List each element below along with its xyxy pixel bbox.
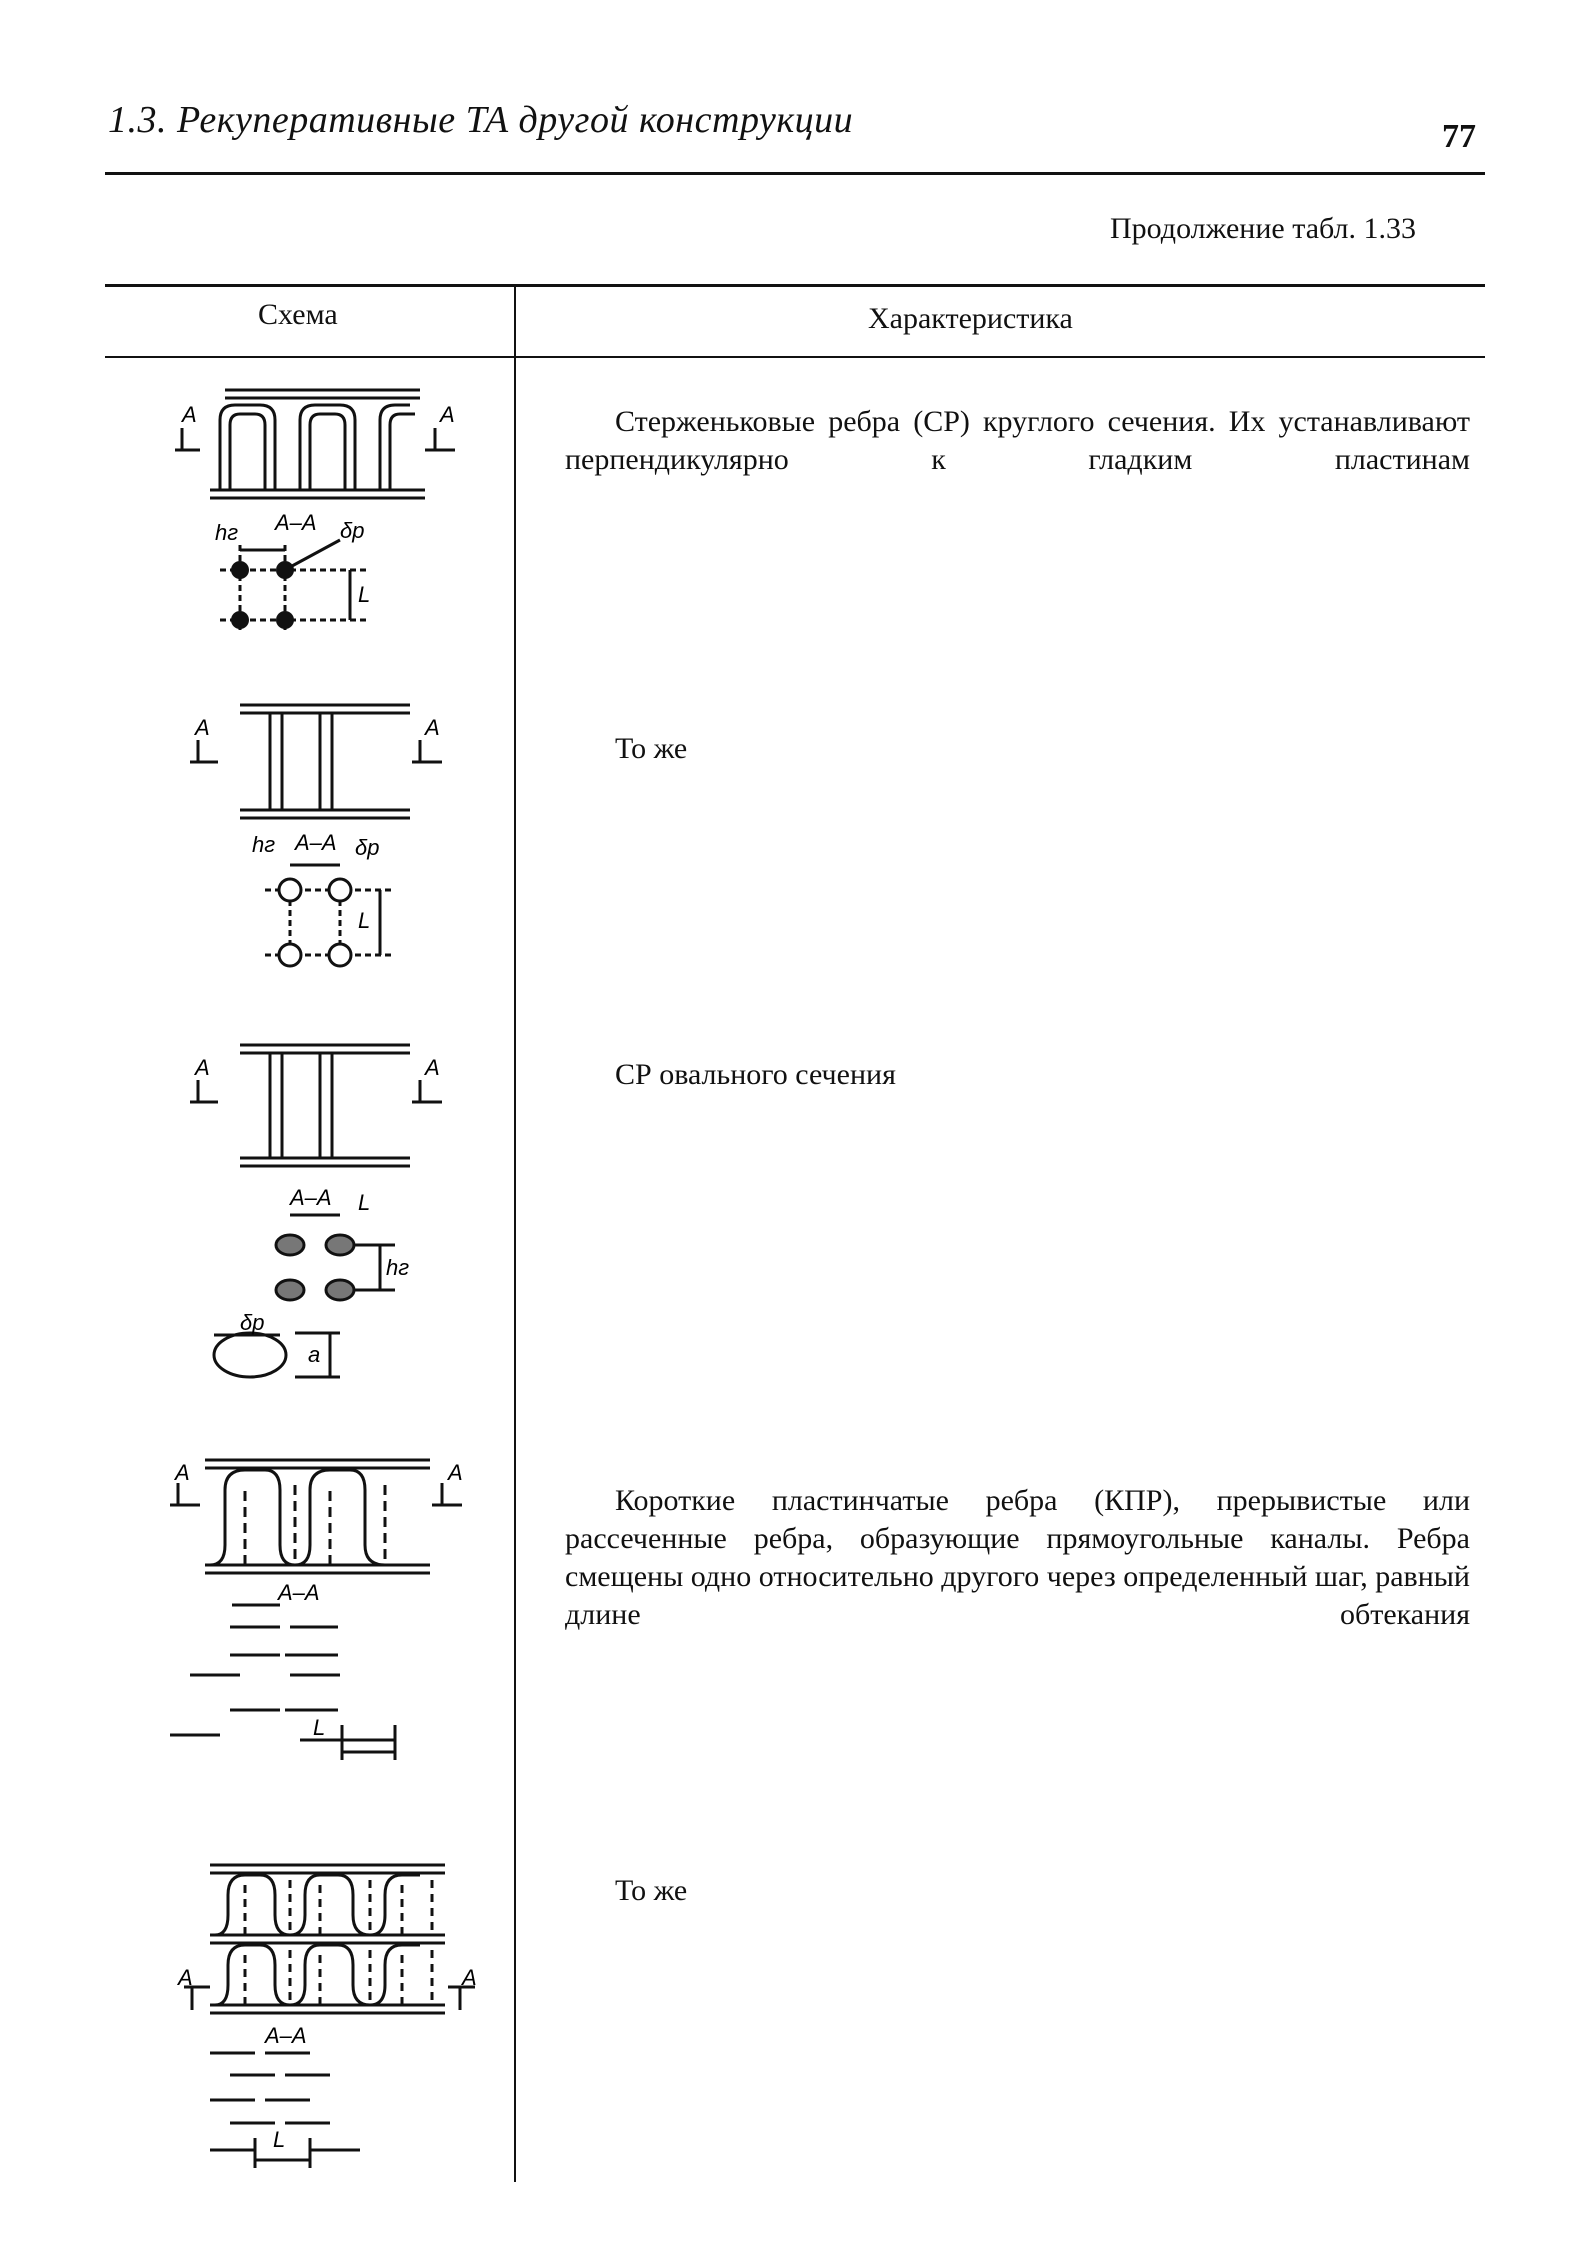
row-5-label-cut: A–A	[265, 2023, 307, 2048]
row-2-label-delta: δр	[355, 835, 380, 860]
row-4-description: Короткие пластинчатые ребра (КПР), прерывистые или рассеченные ребра, образующие прямоугольные каналы. Ребра смещены одно относительно другого через определенный шаг, равный длине обтекания	[565, 1484, 1470, 1631]
row-1-label-delta: δр	[340, 518, 365, 543]
row-2-label-section-left: A	[195, 715, 210, 740]
row-4-schematic	[170, 1455, 470, 1775]
column-header-schema: Схема	[258, 298, 338, 331]
row-4-label-section-left: A	[175, 1460, 190, 1485]
column-divider	[514, 284, 516, 2182]
row-1-label-section-right: A	[440, 402, 455, 427]
table-top-rule	[105, 284, 1485, 287]
row-2-description: То же	[615, 732, 688, 765]
row-5-label-L: L	[273, 2127, 286, 2152]
row-2-schematic	[190, 700, 460, 980]
row-1-label-h: hг	[215, 520, 239, 545]
row-1-label-L: L	[358, 582, 371, 607]
row-5-schematic	[170, 1855, 490, 2185]
row-3-label-a: a	[308, 1342, 321, 1367]
row-1-label-cut: A–A	[275, 510, 317, 535]
row-3-description: СР овального сечения	[615, 1058, 896, 1091]
row-3-label-section-left: A	[195, 1055, 210, 1080]
row-5-label-section-right: A	[462, 1965, 477, 1990]
row-1-schematic	[170, 380, 470, 640]
row-2-label-cut: A–A	[295, 830, 337, 855]
table-header-rule	[105, 356, 1485, 358]
row-1-description: Стерженьковые ребра (СР) круглого сечения. Их устанавливают перпендикулярно к гладким пластинам	[565, 405, 1470, 476]
row-3-label-L: L	[358, 1190, 371, 1215]
row-3-label-delta: δр	[240, 1310, 265, 1335]
row-4-label-cut: A–A	[278, 1580, 320, 1605]
row-2-label-L: L	[358, 908, 371, 933]
row-2-label-section-right: A	[425, 715, 440, 740]
table-caption: Продолжение табл. 1.33	[1110, 212, 1416, 245]
row-3-label-h: hг	[386, 1255, 410, 1280]
row-5-description: То же	[615, 1874, 688, 1907]
row-1-label-section-left: A	[182, 402, 197, 427]
row-5-label-section-left: A	[178, 1965, 193, 1990]
row-4-label-section-right: A	[448, 1460, 463, 1485]
page-header-title: 1.3. Рекуперативные ТА другой конструкции	[108, 99, 854, 141]
row-3-label-section-right: A	[425, 1055, 440, 1080]
row-2-label-h: hг	[252, 832, 276, 857]
header-rule	[105, 172, 1485, 175]
page-number: 77	[1442, 118, 1476, 155]
column-header-characteristic: Характеристика	[868, 302, 1073, 335]
row-4-label-L: L	[313, 1715, 326, 1740]
row-3-label-cut: A–A	[290, 1185, 332, 1210]
row-3-schematic	[190, 1040, 460, 1380]
